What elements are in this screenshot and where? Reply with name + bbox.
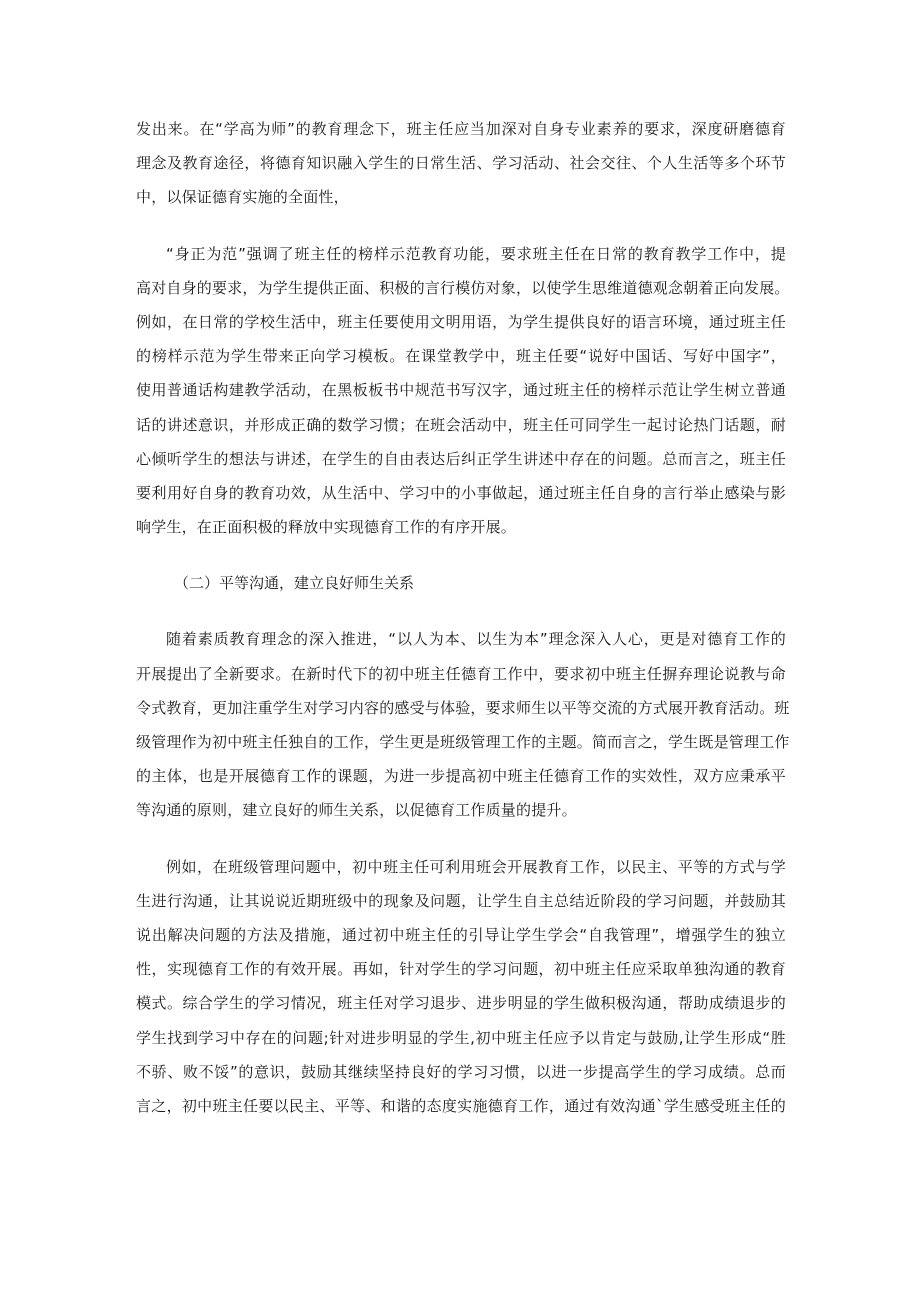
text-line: 要利用好自身的教育功效，从生活中、学习中的小事做起，通过班主任自身的言行举止感染与影 [136, 483, 786, 502]
text-line: 例如，在班级管理问题中，初中班主任可利用班会开展教育工作，以民主、平等的方式与学 [166, 857, 786, 876]
section-heading: （二）平等沟通，建立良好师生关系 [174, 574, 415, 593]
text-line: 高对自身的要求，为学生提供正面、积极的言行模仿对象，以使学生思维道德观念朝着正向发展。 [136, 278, 790, 297]
text-line: 中，以保证德育实施的全面性， [136, 188, 349, 207]
text-line: 话的讲述意识，并形成正确的数学习惯；在班会活动中，班主任可同学生一起讨论热门话题，耐 [136, 415, 786, 434]
text-line: 学生找到学习中存在的问题;针对进步明显的学生,初中班主任应予以肯定与鼓励,让学生形成“胜 [136, 1028, 786, 1047]
text-line: 模式。综合学生的学习情况，班主任对学习退步、进步明显的学生做积极沟通，帮助成绩退步的 [136, 994, 786, 1013]
text-line: 令式教育，更加注重学生对学习内容的感受与体验，要求师生以平等交流的方式展开教育活动。班 [136, 698, 790, 717]
paragraph-4 [136, 850, 786, 1124]
text-line: “身正为范”强调了班主任的榜样示范教育功能，要求班主任在日常的教育教学工作中，提 [166, 244, 786, 263]
text-line: 生进行沟通，让其说说近期班级中的现象及问题，让学生自主总结近阶段的学习问题，并鼓励其 [136, 891, 786, 910]
text-line: 言之，初中班主任要以民主、平等、和谐的态度实施德育工作，通过有效沟通`学生感受班主任的 [136, 1096, 786, 1115]
text-line: 使用普通话构建教学活动，在黑板板书中规范书写汉字，通过班主任的榜样示范让学生树立普通 [136, 381, 786, 400]
paragraph-3 [136, 622, 790, 827]
text-line: 随着素质教育理念的深入推进，“以人为本、以生为本”理念深入人心，更是对德育工作的 [166, 630, 786, 649]
text-line: 例如，在日常的学校生活中，班主任要使用文明用语，为学生提供良好的语言环境，通过班主任 [136, 312, 786, 331]
text-line: 性，实现德育工作的有效开展。再如，针对学生的学习问题，初中班主任应采取单独沟通的教育 [136, 960, 786, 979]
text-line: 说出解决问题的方法及措施，通过初中班主任的引导让学生学会“自我管理”，增强学生的独立 [136, 925, 786, 944]
text-line: 发出来。在“学高为师”的教育理念下，班主任应当加深对自身专业素养的要求，深度研磨德育 [136, 120, 786, 138]
text-line: 开展提出了全新要求。在新时代下的初中班主任德育工作中，要求初中班主任摒弃理论说教与命 [136, 664, 786, 683]
text-line: 心倾听学生的想法与讲述，在学生的自由表达后纠正学生讲述中存在的问题。总而言之，班主任 [136, 449, 786, 468]
text-line: 的主体，也是开展德育工作的课题，为进一步提高初中班主任德育工作的实效性，双方应秉承平 [136, 767, 786, 786]
text-line: 级管理作为初中班主任独自的工作，学生更是班级管理工作的主题。简而言之，学生既是管理工作 [136, 733, 790, 751]
text-line: 不骄、败不馁”的意识，鼓励其继续坚持良好的学习习惯，以进一步提高学生的学习成绩。总而 [136, 1062, 786, 1081]
document-page [136, 112, 790, 1145]
text-line: 等沟通的原则，建立良好的师生关系，以促德育工作质量的提升。 [136, 801, 577, 820]
text-line: 的榜样示范为学生带来正向学习模板。在课堂教学中，班主任要“说好中国话、写好中国字”， [136, 347, 786, 366]
text-line: 响学生，在正面积极的释放中实现德育工作的有序开展。 [136, 518, 517, 537]
paragraph-1 [136, 112, 786, 215]
text-line: 理念及教育途径，将德育知识融入学生的日常生活、学习活动、社会交往、个人生活等多个环节 [136, 154, 786, 173]
paragraph-2 [136, 237, 790, 545]
